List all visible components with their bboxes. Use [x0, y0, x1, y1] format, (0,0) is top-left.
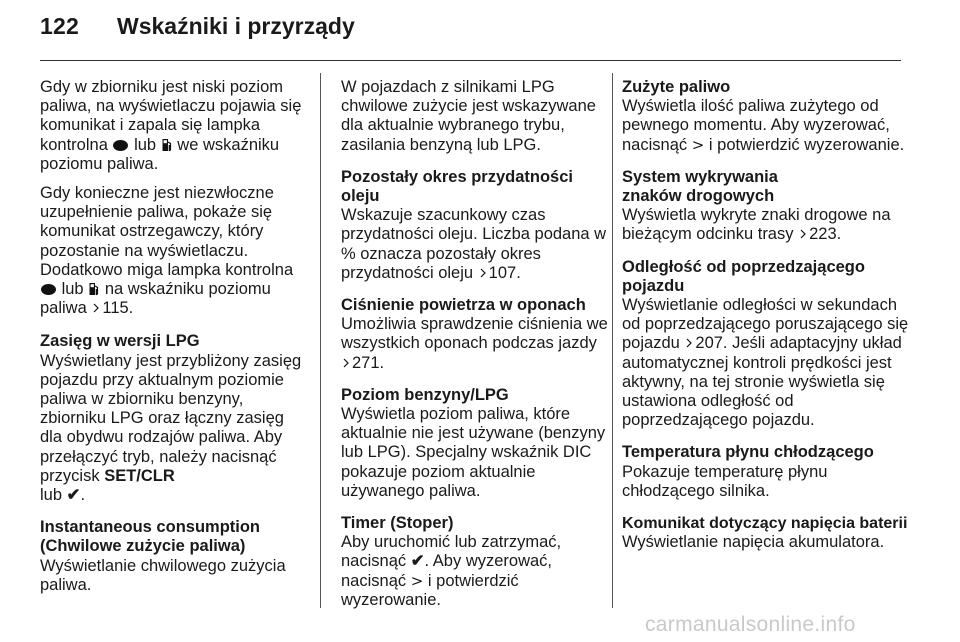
fuel-pump-icon: [162, 138, 172, 152]
header-divider: [40, 60, 901, 61]
page-reference[interactable]: 107.: [488, 263, 521, 282]
paragraph: Gdy w zbiorniku jest niski poziom paliwa, na wyświetlaczu pojawia się komunikat i zapala się lampka kontrolna lub we wskaźniku poziomu paliwa.: [40, 78, 302, 173]
section-title: Timer (Stoper): [341, 514, 454, 533]
page-title: Wskaźniki i przyrządy: [117, 13, 355, 39]
watermark: carmanualsonline.info: [645, 613, 856, 636]
section-lpg-range: Zasięg w wersji LPG Wyświetlany jest przybliżony zasięg pojazdu przy aktualnym poziomie paliwa w zbiorniku benzyny, zbiorniku LPG oraz łączny zasięg dla obydwu rodzajów paliwa. Aby przełączyć tryb, należy nacisnąć przycisk SET/CLR lub ✔.: [40, 332, 308, 505]
page-reference-arrow-icon: [93, 303, 99, 313]
section-title: Pozostały okres przydatności oleju: [341, 167, 573, 206]
section-title: Poziom benzyny/LPG: [341, 385, 509, 404]
section-oil-life: Pozostały okres przydatności oleju Wskazuje szacunkowy czas przydatności oleju. Liczba podana w % oznacza pozostały okres przydatności oleju 107.: [341, 168, 609, 283]
check-icon: ✔: [66, 486, 81, 505]
section-coolant-temperature: Temperatura płynu chłodzącego Pokazuje temperaturę płynu chłodzącego silnika.: [622, 443, 912, 501]
page-reference[interactable]: 115.: [102, 299, 134, 318]
section-timer: Timer (Stoper) Aby uruchomić lub zatrzymać, nacisnąć ✔. Aby wyzerować, nacisnąć > i potwierdzić wyzerowanie.: [341, 514, 609, 610]
section-title: Komunikat dotyczący napięcia baterii: [622, 515, 908, 533]
page-reference-arrow-icon: [800, 229, 806, 239]
page-reference[interactable]: 223.: [809, 225, 842, 244]
section-battery-voltage: Komunikat dotyczący napięcia baterii Wyświetlanie napięcia akumulatora.: [622, 514, 912, 552]
section-traffic-sign: System wykrywania znaków drogowych Wyświetla wykryte znaki drogowe na bieżącym odcinku trasy 223.: [622, 167, 891, 244]
section-instantaneous-consumption: Instantaneous consumption (Chwilowe zużycie paliwa) Wyświetlanie chwilowego zużycia paliwa.: [40, 518, 308, 595]
page-header: [0, 0, 960, 58]
page-reference[interactable]: 271.: [352, 353, 385, 372]
page-reference[interactable]: 207.: [695, 334, 728, 353]
section-title: Odległość od poprzedzającego pojazdu: [622, 257, 865, 295]
section-title: Temperatura płynu chłodzącego: [622, 443, 874, 462]
column-divider: [320, 73, 321, 608]
section-title: Instantaneous consumption (Chwilowe zużycie paliwa): [40, 518, 261, 556]
page-reference-arrow-icon: [343, 358, 349, 368]
page-reference-arrow-icon: [686, 338, 692, 348]
section-title: Ciśnienie powietrza w oponach: [341, 296, 586, 315]
check-icon: ✔: [410, 552, 425, 571]
section-title: Zasięg w wersji LPG: [40, 332, 200, 351]
section-tyre-pressure: Ciśnienie powietrza w oponach Umożliwia sprawdzenie ciśnienia we wszystkich oponach podczas jazdy 271.: [341, 296, 608, 372]
paragraph: W pojazdach z silnikami LPG chwilowe zużycie jest wskazywane dla aktualnie wybranego trybu, zasilania benzyną lub LPG.: [341, 78, 596, 154]
column-left: [40, 78, 308, 608]
section-fuel-level: Poziom benzyny/LPG Wyświetla poziom paliwa, które aktualnie nie jest używane (benzyny lub LPG). Specjalny wskaźnik DIC pokazuje poziom aktualnie używanego paliwa.: [341, 386, 609, 501]
column-middle: [341, 78, 609, 623]
fuel-warning-lamp-icon: [41, 284, 56, 295]
column-divider: [612, 73, 613, 608]
page-reference-arrow-icon: [480, 268, 486, 278]
chevron-right-icon: >: [410, 571, 424, 590]
section-following-distance: Odległość od poprzedzającego pojazdu Wyświetlanie odległości w sekundach od poprzedzającego poruszającego się pojazdu 207. Jeśli adaptacyjny układ automatycznej kontroli prędkości jest aktywny, na tej stronie wyświetla się ustawiona odległość od poprzedzającego pojazdu.: [622, 257, 909, 430]
fuel-pump-icon: [89, 282, 99, 296]
column-right: [622, 78, 912, 565]
section-title: System wykrywania znaków drogowych: [622, 167, 778, 206]
chevron-right-icon: >: [691, 135, 705, 154]
paragraph: Gdy konieczne jest niezwłoczne uzupełnienie paliwa, pokaże się komunikat ostrzegawczy, który pozostanie na wyświetlaczu. Dodatkowo miga lampka kontrolna lub na wskaźniku poziomu paliwa 115.: [40, 184, 294, 318]
fuel-warning-lamp-icon: [113, 140, 128, 151]
page-number: 122: [40, 13, 79, 39]
section-title: Zużyte paliwo: [622, 78, 731, 96]
set-clr-key: SET/CLR: [104, 466, 175, 485]
section-fuel-used: Zużyte paliwo Wyświetla ilość paliwa zużytego od pewnego momentu. Aby wyzerować, nacisnąć > i potwierdzić wyzerowanie.: [622, 78, 912, 155]
